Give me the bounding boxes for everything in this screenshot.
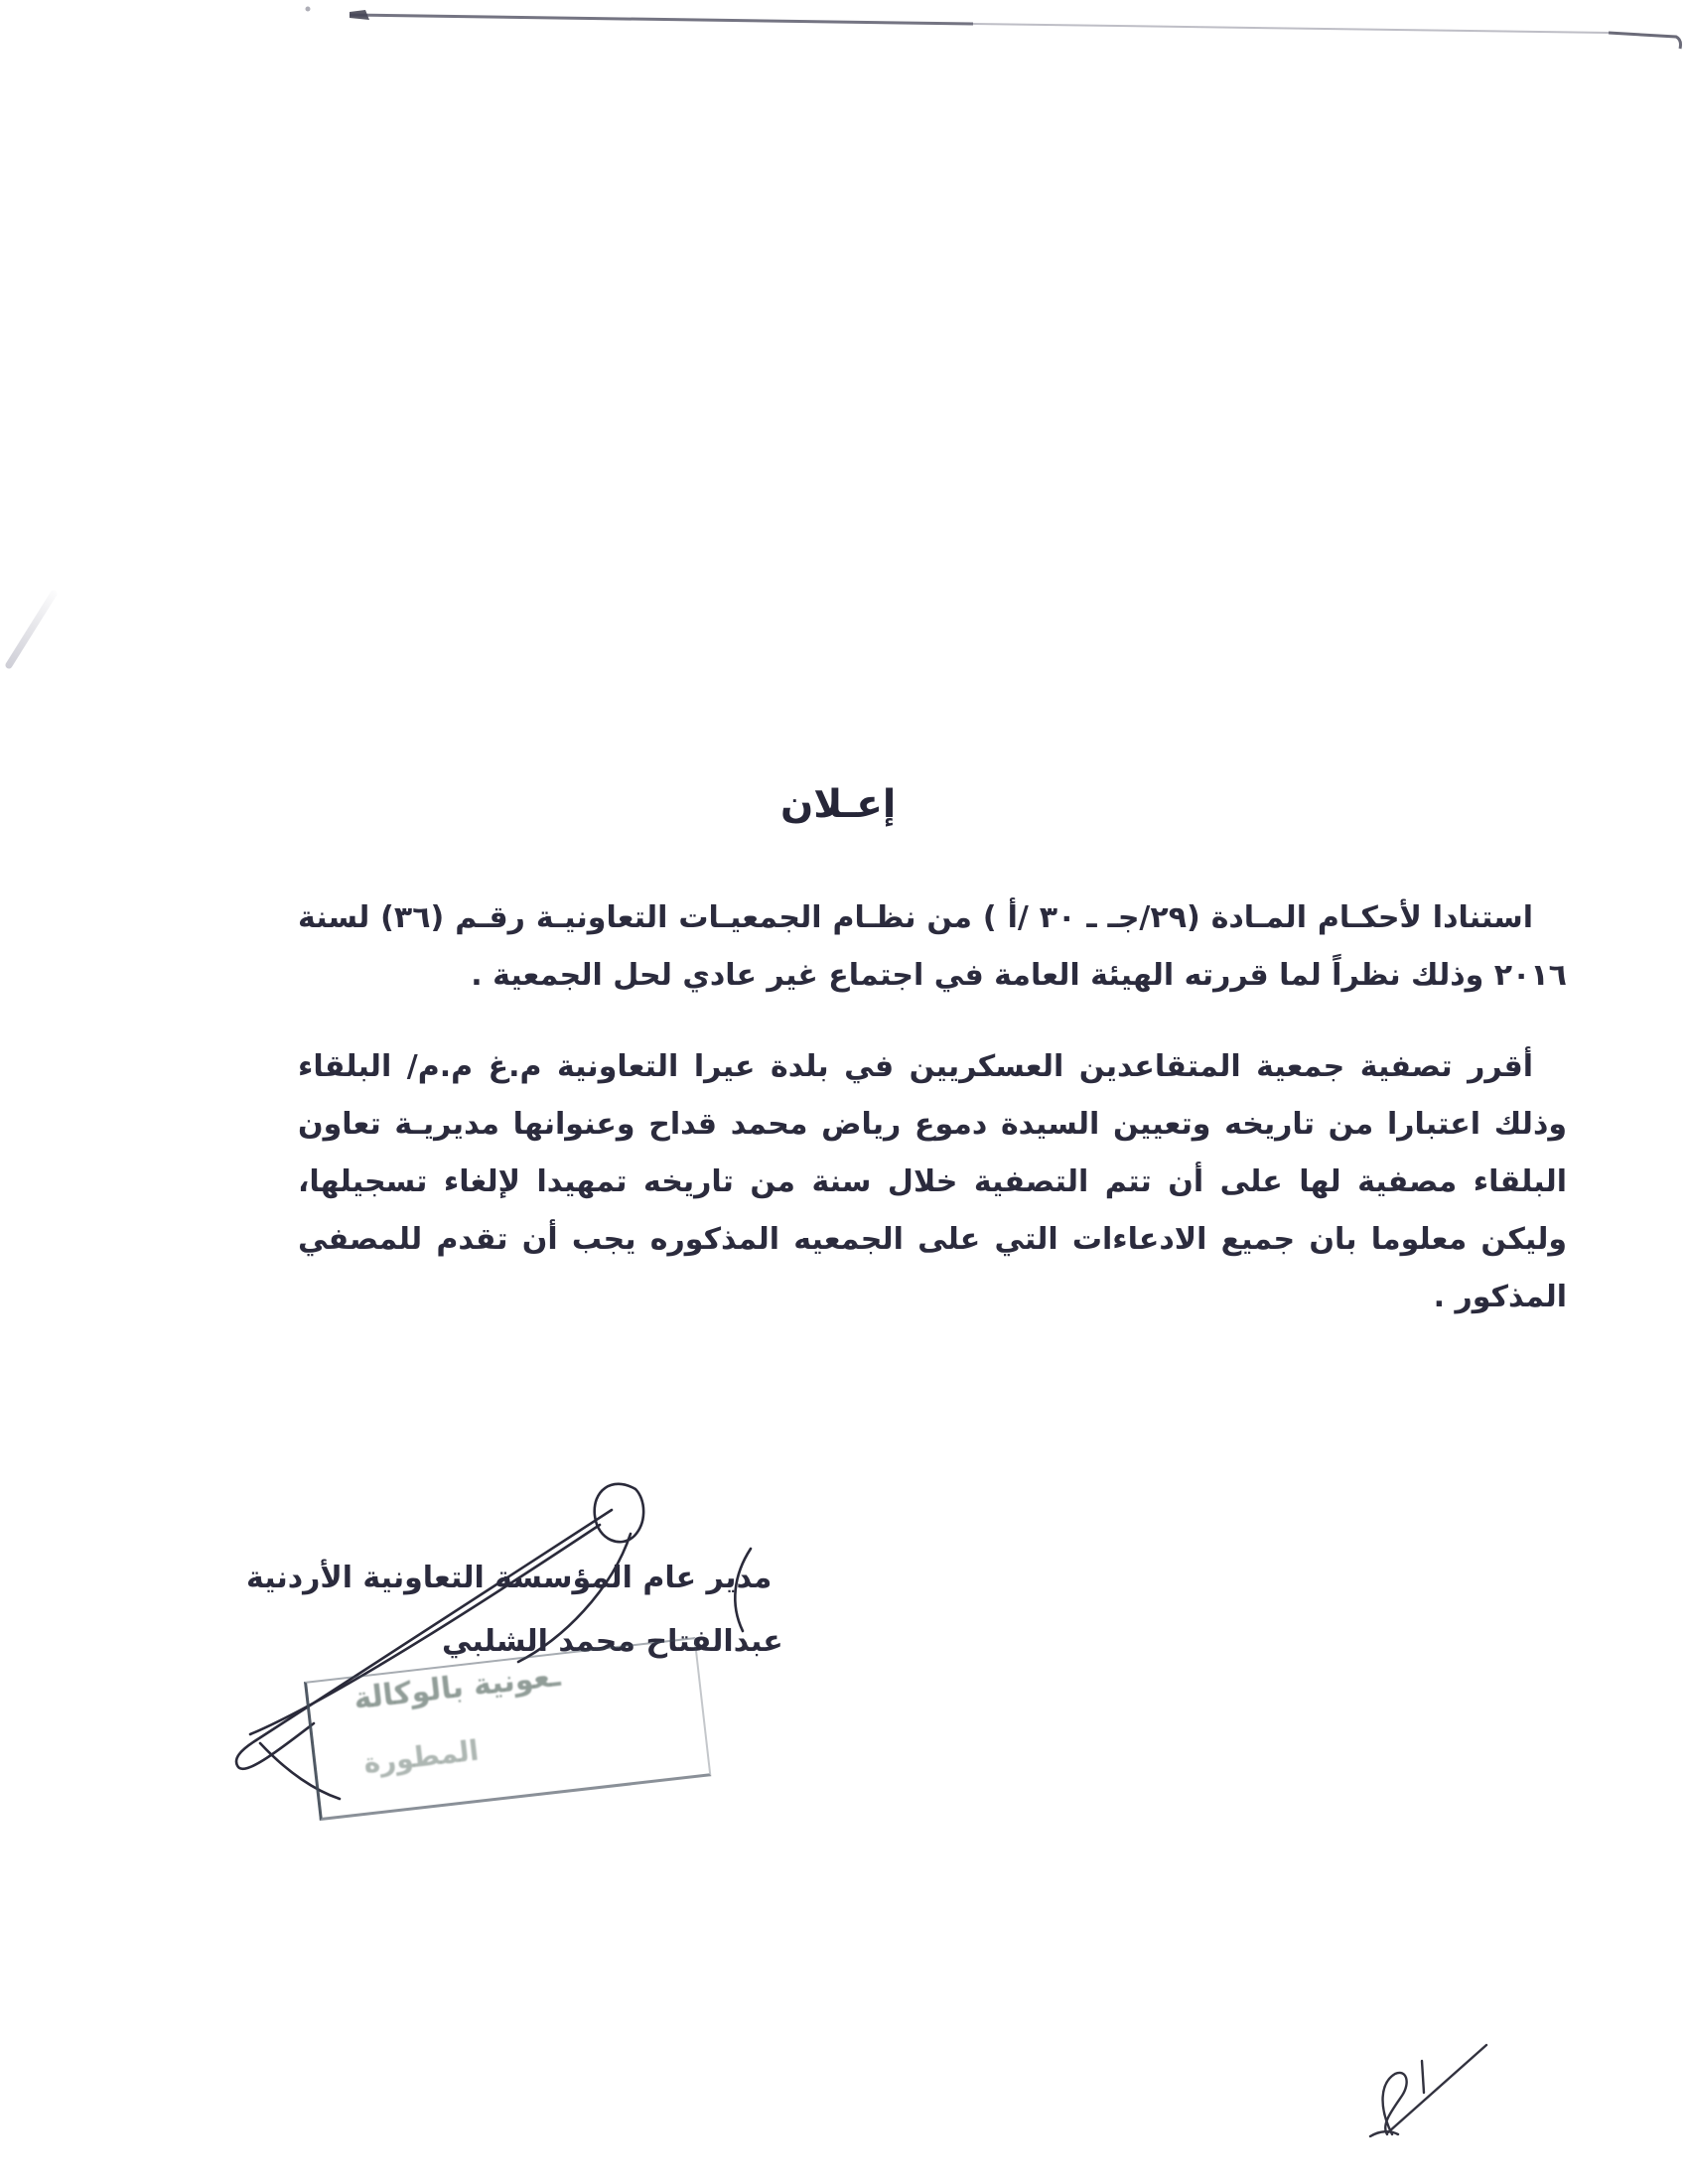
signer-name: عبدالفتاح محمد الشلبي	[442, 1624, 783, 1659]
stamp-text-line1: ـعونية بالوكالة	[352, 1658, 562, 1717]
scan-smudge-left	[4, 589, 59, 670]
signer-position-title: مدير عام المؤسسة التعاونية الأردنية	[246, 1561, 773, 1595]
paragraph-legal-basis: استنادا لأحكـام المـادة (٢٩/جـ ـ ٣٠ /أ ) من نظـام الجمعيـات التعاونيـة رقـم (٣٦) لسنة ٢٠١٦ وذلك نظراً لما قررته الهيئة العامة في اجتماع غير عادي لحل الجمعية .	[298, 900, 1567, 993]
paragraph-liquidation-decision: أقرر تصفية جمعية المتقاعدين العسكريين في بلدة عيرا التعاونية م.غ م.م/ البلقاء وذلك اعتبارا من تاريخه وتعيين السيدة دموع رياض محمد قداح وعنوانها مديريـة تعاون البلقاء مصفية لها على أن تتم التصفية خلال سنة من تاريخه تمهيدا لإلغاء تسجيلها، وليكن معلوما بان جميع الادعاءات التي على الجمعيه المذكوره يجب أن تقدم للمصفي المذكور .	[298, 1049, 1567, 1314]
official-stamp	[304, 1637, 711, 1821]
handwritten-initials	[1370, 2045, 1486, 2136]
document-title: إعـلان	[780, 782, 897, 827]
scan-artifact-top-line	[306, 7, 1681, 50]
stamp-text-line2: المطورة	[361, 1733, 481, 1780]
